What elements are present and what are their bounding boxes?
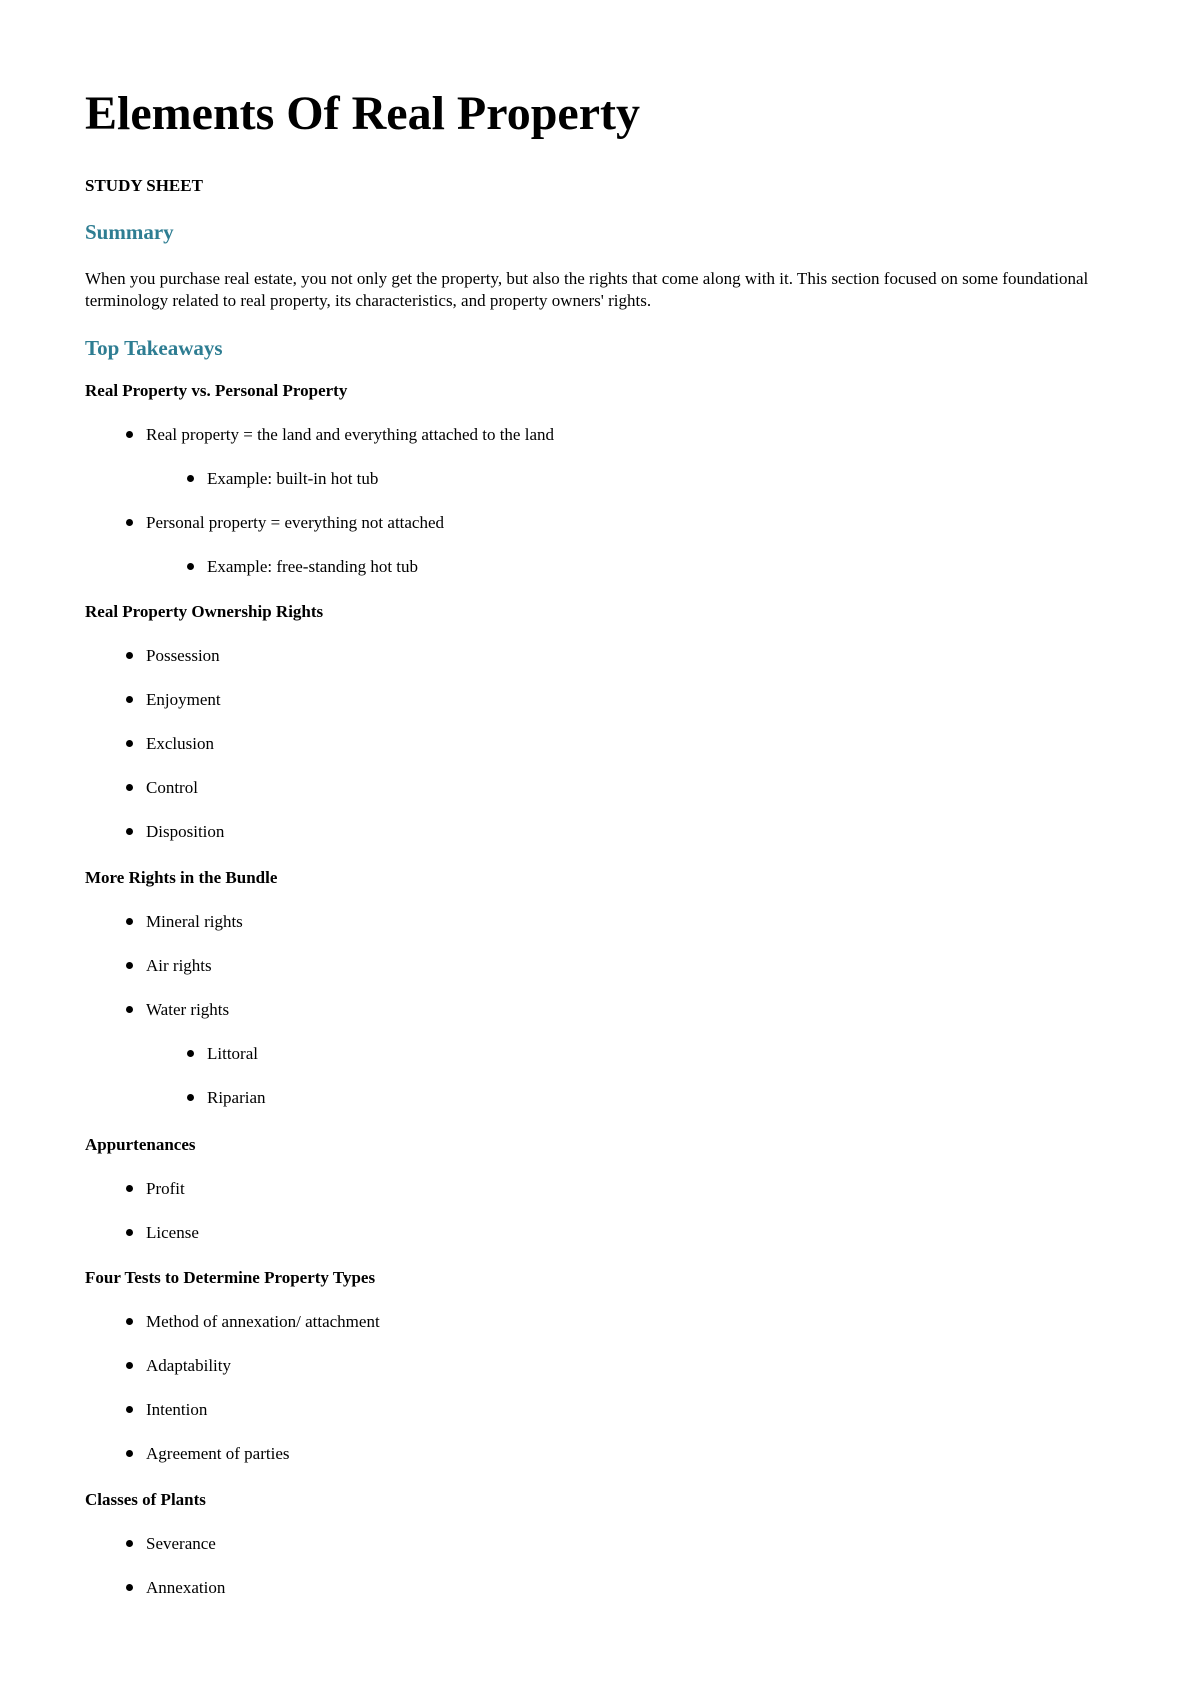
section-title: Appurtenances <box>85 1135 196 1154</box>
bullet-icon <box>126 740 133 747</box>
list-item <box>85 1043 1085 1087</box>
bullet-icon <box>126 1362 133 1369</box>
document-subtitle: STUDY SHEET <box>85 176 203 195</box>
list-item-text: Agreement of parties <box>146 1444 290 1463</box>
bullet-icon <box>126 1006 133 1013</box>
bullet-list <box>85 1311 1085 1487</box>
list-item <box>85 777 1085 821</box>
list-item <box>85 733 1085 777</box>
bullet-icon <box>126 696 133 703</box>
list-item-text: Littoral <box>207 1044 258 1063</box>
list-item-text: Method of annexation/ attachment <box>146 1312 380 1331</box>
list-item-text: Profit <box>146 1179 185 1198</box>
summary-heading: Summary <box>85 220 174 244</box>
list-item <box>85 512 1085 556</box>
list-item-text: Enjoyment <box>146 690 221 709</box>
bullet-icon <box>126 519 133 526</box>
list-item-text: Exclusion <box>146 734 214 753</box>
list-item <box>85 1178 1085 1222</box>
bullet-icon <box>187 1094 194 1101</box>
section-title: Real Property vs. Personal Property <box>85 381 348 400</box>
takeaway-section-appurtenances <box>85 1134 1085 1266</box>
takeaway-section-classes-of-plants <box>85 1489 1085 1621</box>
list-item <box>85 955 1085 999</box>
list-item <box>85 1533 1085 1577</box>
bullet-list <box>85 645 1085 865</box>
list-item <box>85 1311 1085 1355</box>
list-item <box>85 999 1085 1043</box>
list-item-text: Personal property = everything not attached <box>146 513 445 532</box>
summary-text: When you purchase real estate, you not only get the property, but also the rights that come along with it. This section focused on some foundational terminology related to real property, its characteristics, and property owners' rights. <box>85 269 1089 310</box>
list-item-text: Severance <box>146 1534 216 1553</box>
list-item-text: Possession <box>146 646 220 665</box>
list-item <box>85 1577 1085 1621</box>
bullet-icon <box>126 1185 133 1192</box>
bullet-list <box>85 1178 1085 1266</box>
document-title: Elements Of Real Property <box>85 87 640 140</box>
bullet-list <box>85 424 1085 600</box>
list-item <box>85 1443 1085 1487</box>
bullet-icon <box>126 784 133 791</box>
bullet-icon <box>126 962 133 969</box>
list-item <box>85 1222 1085 1266</box>
takeaway-section-four-tests <box>85 1267 1085 1487</box>
section-title: Classes of Plants <box>85 1490 206 1509</box>
takeaway-section-real-vs-personal <box>85 380 1085 600</box>
section-title: More Rights in the Bundle <box>85 868 278 887</box>
list-item-text: Air rights <box>146 956 212 975</box>
list-item-text: Riparian <box>207 1088 266 1107</box>
list-item <box>85 645 1085 689</box>
bullet-icon <box>126 1584 133 1591</box>
top-takeaways-heading: Top Takeaways <box>85 336 223 360</box>
bullet-icon <box>126 1450 133 1457</box>
bullet-list <box>85 911 1085 1131</box>
section-title: Four Tests to Determine Property Types <box>85 1268 376 1287</box>
list-item-text: Annexation <box>146 1578 226 1597</box>
section-title: Real Property Ownership Rights <box>85 602 324 621</box>
bullet-icon <box>187 475 194 482</box>
list-item-text: Real property = the land and everything attached to the land <box>146 425 554 444</box>
list-item-text: License <box>146 1223 199 1242</box>
bullet-list <box>85 1533 1085 1621</box>
list-item-text: Intention <box>146 1400 208 1419</box>
bullet-icon <box>126 431 133 438</box>
takeaway-section-ownership-rights <box>85 601 1085 865</box>
bullet-icon <box>126 1540 133 1547</box>
list-item <box>85 556 1085 600</box>
bullet-icon <box>187 563 194 570</box>
list-item-text: Mineral rights <box>146 912 243 931</box>
list-item <box>85 821 1085 865</box>
bullet-icon <box>126 1229 133 1236</box>
list-item <box>85 689 1085 733</box>
list-item <box>85 911 1085 955</box>
bullet-icon <box>126 1406 133 1413</box>
bullet-icon <box>126 652 133 659</box>
list-item-text: Water rights <box>146 1000 230 1019</box>
list-item-text: Example: built-in hot tub <box>207 469 379 488</box>
bullet-icon <box>187 1050 194 1057</box>
bullet-icon <box>126 918 133 925</box>
list-item <box>85 468 1085 512</box>
list-item <box>85 1399 1085 1443</box>
list-item <box>85 424 1085 468</box>
list-item <box>85 1355 1085 1399</box>
list-item-text: Adaptability <box>146 1356 231 1375</box>
list-item <box>85 1087 1085 1131</box>
bullet-icon <box>126 1318 133 1325</box>
takeaway-section-more-rights <box>85 867 1085 1131</box>
list-item-text: Control <box>146 778 198 797</box>
list-item-text: Example: free-standing hot tub <box>207 557 419 576</box>
list-item-text: Disposition <box>146 822 225 841</box>
bullet-icon <box>126 828 133 835</box>
